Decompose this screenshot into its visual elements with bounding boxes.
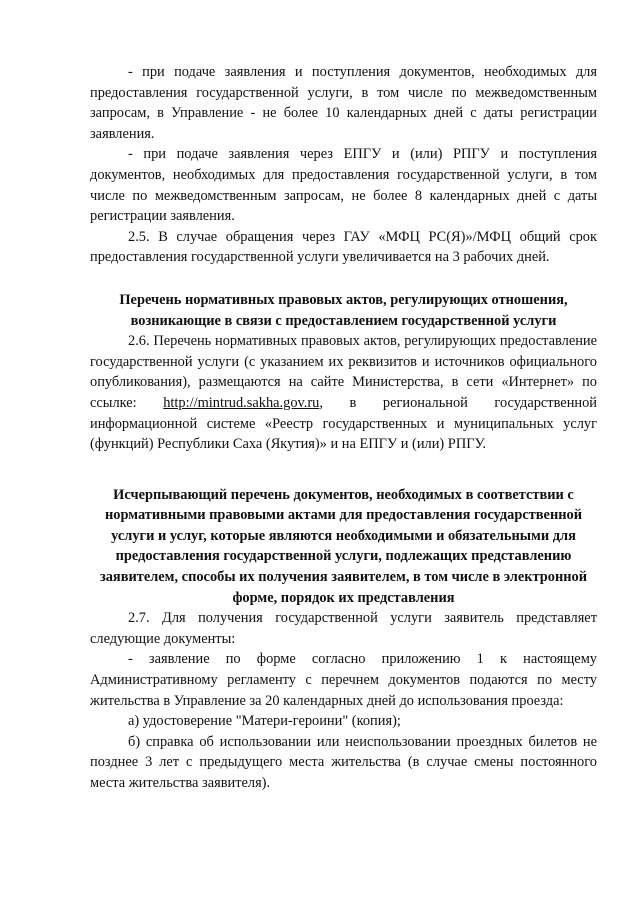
- paragraph-2-7: 2.7. Для получения государственной услуги заявитель представляет следующие документы:: [90, 610, 597, 647]
- section-heading-documents: Исчерпывающий перечень документов, необходимых в соответствии с нормативными правовыми актами для предоставления государственной услуги и услуг, которые являются необходимыми и обязательными для предоставления государственной услуги, подлежащих представлению заявителем, способы их получения заявителем, в том числе в электронной форме, порядок их представления: [99, 486, 588, 606]
- list-item-b: б) справка об использовании или неиспользовании проездных билетов не позднее 3 лет с предыдущего места жительства (в случае смены постоянного места жительства заявителя).: [90, 733, 597, 791]
- paragraph-deadline-office: - при подаче заявления и поступления документов, необходимых для предоставления государственной услуги, в том числе по межведомственным запросам, в Управление - не более 10 календарных дней с даты регистрации заявления.: [90, 64, 597, 142]
- list-item-a: а) удостоверение "Матери-героини" (копия);: [128, 713, 401, 730]
- mintrud-website-link[interactable]: http://mintrud.sakha.gov.ru: [163, 394, 320, 411]
- paragraph-2-6: [90, 331, 597, 455]
- spacer: [90, 268, 597, 290]
- paragraph-application: - заявление по форме согласно приложению 1 к настоящему Административному регламенту с перечнем документов подаются по месту жительства в Управление за 20 календарных дней до использования проезда:: [90, 651, 597, 709]
- section-heading-legal-acts: Перечень нормативных правовых актов, регулирующих отношения, возникающие в связи с предоставлением государственной услуги: [119, 291, 568, 329]
- paragraph-2-5: 2.5. В случае обращения через ГАУ «МФЦ РС(Я)»/МФЦ общий срок предоставления государственной услуги увеличивается на 3 рабочих дней.: [90, 228, 597, 266]
- paragraph-deadline-portal: - при подаче заявления через ЕПГУ и (или) РПГУ и поступления документов, необходимых для предоставления государственной услуги, в том числе по межведомственным запросам, не более 8 календарных дней с даты регистрации заявления.: [90, 146, 597, 225]
- paragraph-2-6-text-start: 2.6. Перечень нормативных правовых актов, регулирующих предоставление государственной услуги (с указанием их реквизитов и источников официального опубликования), размещаются на сайте Министерства, в сети «Интернет» по ссылке:: [90, 333, 597, 411]
- spacer: [90, 455, 597, 485]
- paragraph-2-6-text-end: , в региональной государственной информационной системе «Реестр государственных и муниципальных услуг (функций) Республики Саха (Якутия)» и на ЕПГУ и (или) РПГУ.: [90, 394, 597, 453]
